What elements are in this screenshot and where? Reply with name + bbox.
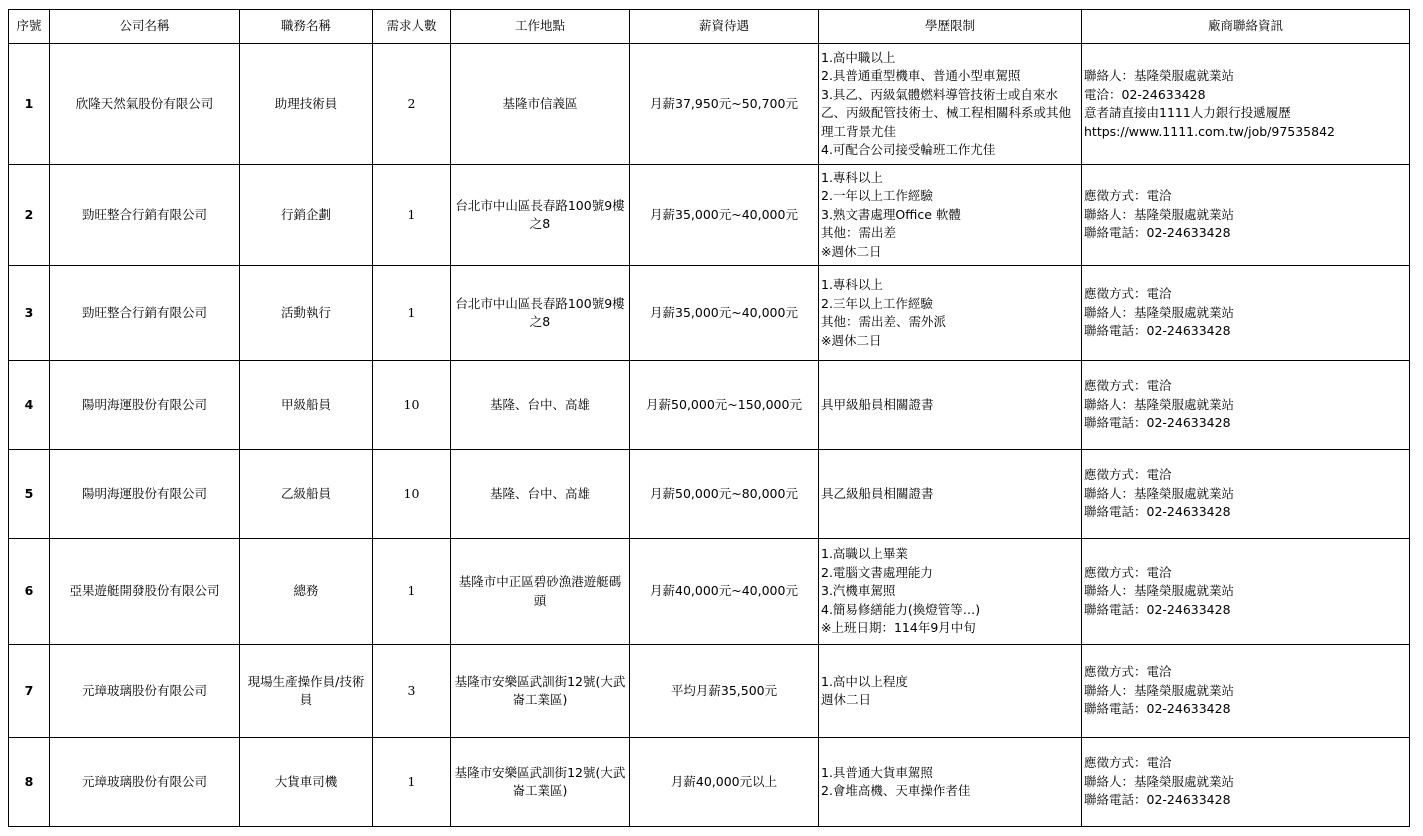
header-requirements: 學歷限制 bbox=[819, 10, 1082, 44]
cell-company: 陽明海運股份有限公司 bbox=[50, 450, 240, 539]
table-row bbox=[9, 450, 1410, 539]
cell-no: 6 bbox=[9, 539, 50, 645]
cell-requirements bbox=[819, 645, 1082, 738]
table-row bbox=[9, 645, 1410, 738]
requirement-line: 3.汽機車駕照 bbox=[821, 583, 896, 599]
cell-location: 台北市中山區長春路100號9樓之8 bbox=[451, 266, 630, 361]
header-count: 需求人數 bbox=[373, 10, 451, 44]
requirement-line: 具乙級船員相關證書 bbox=[821, 485, 934, 501]
contact-line: 聯絡電話：02-24633428 bbox=[1084, 225, 1231, 241]
contact-line: https://www.1111.com.tw/job/97535842 bbox=[1084, 123, 1335, 139]
header-title: 職務名稱 bbox=[240, 10, 373, 44]
contact-line: 應徵方式：電洽 bbox=[1084, 188, 1172, 204]
requirement-line: 2.一年以上工作經驗 bbox=[821, 188, 933, 204]
cell-location: 基隆、台中、高雄 bbox=[451, 450, 630, 539]
requirement-line: 具甲級船員相關證書 bbox=[821, 396, 934, 412]
cell-location: 基隆市安樂區武訓街12號(大武崙工業區) bbox=[451, 738, 630, 827]
contact-line: 應徵方式：電洽 bbox=[1084, 378, 1172, 394]
cell-job-title: 總務 bbox=[240, 539, 373, 645]
contact-line: 聯絡電話：02-24633428 bbox=[1084, 323, 1231, 339]
cell-salary: 月薪40,000元以上 bbox=[630, 738, 819, 827]
header-contact: 廠商聯絡資訊 bbox=[1082, 10, 1410, 44]
requirement-line: 1.高職以上畢業 bbox=[821, 546, 908, 562]
cell-company: 元璋玻璃股份有限公司 bbox=[50, 645, 240, 738]
requirement-line: 1.具普通大貨車駕照 bbox=[821, 764, 933, 780]
requirement-line: ※週休二日 bbox=[821, 243, 882, 259]
cell-no: 8 bbox=[9, 738, 50, 827]
cell-headcount: 10 bbox=[373, 450, 451, 539]
cell-contact bbox=[1082, 165, 1410, 266]
cell-contact bbox=[1082, 361, 1410, 450]
cell-job-title: 活動執行 bbox=[240, 266, 373, 361]
requirement-line: 3.熟文書處理Office 軟體 bbox=[821, 206, 961, 222]
cell-salary: 月薪50,000元~150,000元 bbox=[630, 361, 819, 450]
cell-requirements bbox=[819, 450, 1082, 539]
requirement-line: 1.高中職以上 bbox=[821, 49, 896, 65]
contact-line: 聯絡人：基隆榮服處就業站 bbox=[1084, 396, 1235, 412]
contact-line: 應徵方式：電洽 bbox=[1084, 664, 1172, 680]
requirement-line: 1.專科以上 bbox=[821, 277, 883, 292]
requirement-line: 4.簡易修繕能力(換燈管等…) bbox=[821, 601, 981, 617]
contact-line: 應徵方式：電洽 bbox=[1084, 286, 1172, 302]
cell-salary: 月薪35,000元~40,000元 bbox=[630, 266, 819, 361]
contact-line: 聯絡人：基隆榮服處就業站 bbox=[1084, 304, 1235, 320]
contact-line: 聯絡人：基隆榮服處就業站 bbox=[1084, 206, 1235, 222]
cell-headcount: 3 bbox=[373, 645, 451, 738]
requirement-line: 2.會堆高機、天車操作者佳 bbox=[821, 783, 971, 798]
cell-requirements bbox=[819, 44, 1082, 165]
requirement-line: 3.具乙、丙級氣體燃料導管技術士或自來水乙、丙級配管技術士、械工程相關科系或其他理工背景尤佳 bbox=[821, 86, 1072, 139]
contact-line: 聯絡人：基隆榮服處就業站 bbox=[1084, 773, 1235, 789]
requirement-line: 4.可配合公司接受輪班工作尤佳 bbox=[821, 142, 996, 157]
cell-location: 基隆市信義區 bbox=[451, 44, 630, 165]
header-location: 工作地點 bbox=[451, 10, 630, 44]
contact-line: 聯絡人：基隆榮服處就業站 bbox=[1084, 583, 1235, 599]
cell-contact bbox=[1082, 44, 1410, 165]
cell-no: 4 bbox=[9, 361, 50, 450]
cell-location: 台北市中山區長春路100號9樓之8 bbox=[451, 165, 630, 266]
cell-requirements bbox=[819, 165, 1082, 266]
requirement-line: 其他：需出差、需外派 bbox=[821, 314, 947, 329]
cell-company: 陽明海運股份有限公司 bbox=[50, 361, 240, 450]
table-row bbox=[9, 266, 1410, 361]
table-header-row bbox=[9, 10, 1410, 44]
contact-line: 聯絡人：基隆榮服處就業站 bbox=[1084, 485, 1235, 501]
cell-contact bbox=[1082, 266, 1410, 361]
contact-line: 意者請直接由1111人力銀行投遞履歷 bbox=[1084, 105, 1291, 120]
cell-headcount: 1 bbox=[373, 266, 451, 361]
cell-no: 7 bbox=[9, 645, 50, 738]
cell-salary: 平均月薪35,500元 bbox=[630, 645, 819, 738]
cell-contact bbox=[1082, 645, 1410, 738]
cell-requirements bbox=[819, 539, 1082, 645]
cell-contact bbox=[1082, 738, 1410, 827]
cell-company: 勁旺整合行銷有限公司 bbox=[50, 266, 240, 361]
cell-location: 基隆、台中、高雄 bbox=[451, 361, 630, 450]
header-no: 序號 bbox=[9, 10, 50, 44]
requirement-line: ※週休二日 bbox=[821, 332, 882, 348]
cell-requirements bbox=[819, 266, 1082, 361]
table-row bbox=[9, 361, 1410, 450]
requirement-line: 1.專科以上 bbox=[821, 169, 883, 185]
cell-company: 亞果遊艇開發股份有限公司 bbox=[50, 539, 240, 645]
table-row bbox=[9, 165, 1410, 266]
requirement-line: 其他：需出差 bbox=[821, 225, 897, 241]
requirement-line: 2.電腦文書處理能力 bbox=[821, 564, 933, 580]
contact-line: 應徵方式：電洽 bbox=[1084, 755, 1172, 771]
cell-headcount: 1 bbox=[373, 539, 451, 645]
job-listing-document bbox=[8, 9, 1410, 827]
table-row bbox=[9, 738, 1410, 827]
cell-salary: 月薪35,000元~40,000元 bbox=[630, 165, 819, 266]
table-body bbox=[9, 44, 1410, 827]
cell-requirements bbox=[819, 738, 1082, 827]
contact-line: 聯絡電話：02-24633428 bbox=[1084, 415, 1231, 431]
cell-contact bbox=[1082, 539, 1410, 645]
contact-line: 聯絡電話：02-24633428 bbox=[1084, 601, 1231, 617]
cell-headcount: 1 bbox=[373, 165, 451, 266]
requirement-line: 週休二日 bbox=[821, 692, 872, 707]
requirement-line: 2.具普通重型機車、普通小型車駕照 bbox=[821, 68, 1021, 83]
table-row bbox=[9, 44, 1410, 165]
header-company: 公司名稱 bbox=[50, 10, 240, 44]
contact-line: 應徵方式：電洽 bbox=[1084, 564, 1172, 580]
job-listing-table bbox=[8, 9, 1410, 827]
cell-headcount: 1 bbox=[373, 738, 451, 827]
cell-no: 5 bbox=[9, 450, 50, 539]
contact-line: 應徵方式：電洽 bbox=[1084, 467, 1172, 483]
cell-requirements bbox=[819, 361, 1082, 450]
cell-contact bbox=[1082, 450, 1410, 539]
cell-no: 3 bbox=[9, 266, 50, 361]
contact-line: 聯絡電話：02-24633428 bbox=[1084, 701, 1231, 717]
cell-job-title: 大貨車司機 bbox=[240, 738, 373, 827]
requirement-line: 2.三年以上工作經驗 bbox=[821, 295, 933, 311]
cell-headcount: 2 bbox=[373, 44, 451, 165]
contact-line: 電洽：02-24633428 bbox=[1084, 86, 1206, 102]
contact-line: 聯絡電話：02-24633428 bbox=[1084, 504, 1231, 520]
cell-job-title: 現場生產操作員/技術員 bbox=[240, 645, 373, 738]
cell-company: 勁旺整合行銷有限公司 bbox=[50, 165, 240, 266]
cell-company: 欣隆天然氣股份有限公司 bbox=[50, 44, 240, 165]
cell-salary: 月薪50,000元~80,000元 bbox=[630, 450, 819, 539]
contact-line: 聯絡人：基隆榮服處就業站 bbox=[1084, 68, 1235, 83]
contact-line: 聯絡人：基隆榮服處就業站 bbox=[1084, 682, 1235, 698]
cell-job-title: 乙級船員 bbox=[240, 450, 373, 539]
cell-no: 1 bbox=[9, 44, 50, 165]
cell-job-title: 行銷企劃 bbox=[240, 165, 373, 266]
requirement-line: 1.高中以上程度 bbox=[821, 673, 908, 689]
table-row bbox=[9, 539, 1410, 645]
cell-no: 2 bbox=[9, 165, 50, 266]
cell-salary: 月薪37,950元~50,700元 bbox=[630, 44, 819, 165]
cell-location: 基隆市安樂區武訓街12號(大武崙工業區) bbox=[451, 645, 630, 738]
contact-line: 聯絡電話：02-24633428 bbox=[1084, 792, 1231, 808]
cell-job-title: 甲級船員 bbox=[240, 361, 373, 450]
cell-salary: 月薪40,000元~40,000元 bbox=[630, 539, 819, 645]
cell-headcount: 10 bbox=[373, 361, 451, 450]
requirement-line: ※上班日期：114年9月中旬 bbox=[821, 620, 976, 636]
cell-job-title: 助理技術員 bbox=[240, 44, 373, 165]
cell-location: 基隆市中正區碧砂漁港遊艇碼頭 bbox=[451, 539, 630, 645]
cell-company: 元璋玻璃股份有限公司 bbox=[50, 738, 240, 827]
header-salary: 薪資待遇 bbox=[630, 10, 819, 44]
